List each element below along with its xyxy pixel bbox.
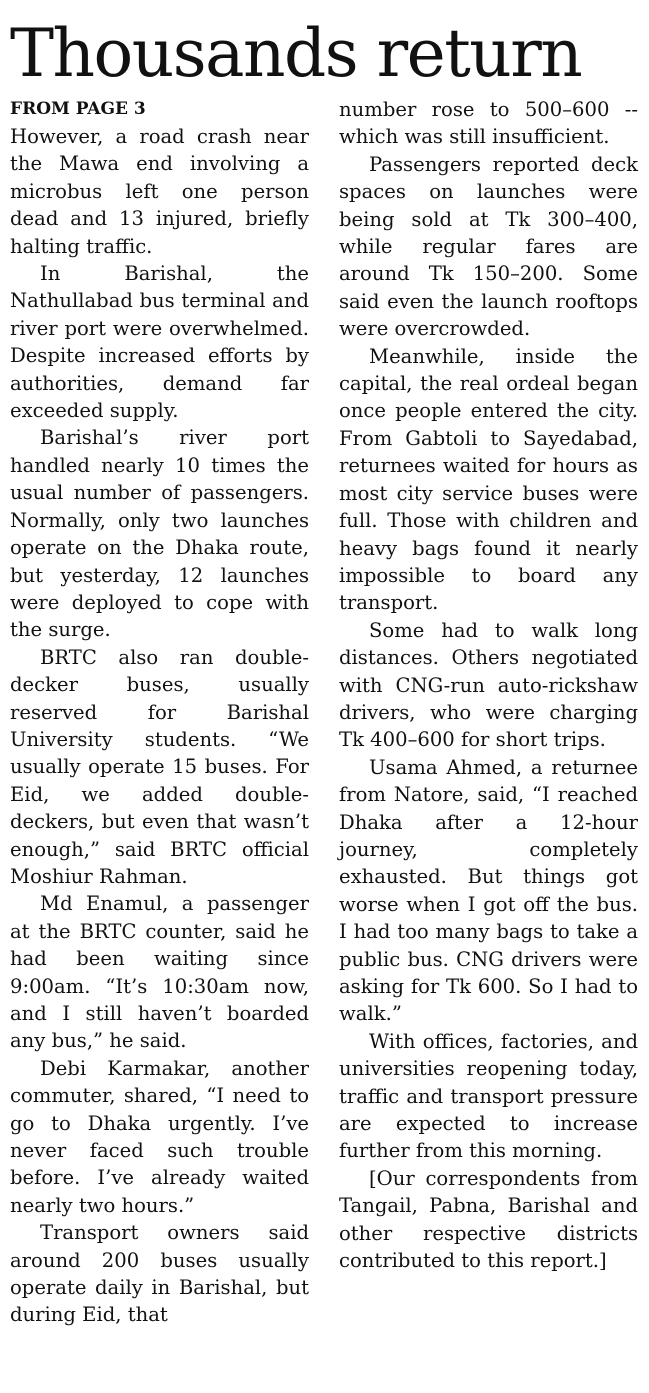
paragraph: With offices, factories, and universities reopening today, traffic and transport pressure are expected to increase further from this morning. (339, 1029, 638, 1163)
paragraph: In Barishal, the Nathullabad bus terminal and river port were overwhelmed. Despite increased efforts by authorities, demand far exceeded supply. (10, 262, 309, 423)
jump-line: FROM PAGE 3 (10, 99, 146, 119)
paragraph: However, a road crash near the Mawa end involving a microbus left one person dead and 13 injured, briefly halting traffic. (10, 125, 309, 258)
paragraph: number rose to 500–600 -- which was still insufficient. (339, 98, 638, 149)
paragraph: [Our correspondents from Tangail, Pabna, Barishal and other respective districts contributed to this report.] (339, 1166, 638, 1273)
paragraph: Debi Karmakar, another commuter, shared, “I need to go to Dhaka urgently. I’ve never faced such trouble before. I’ve already waited nearly two hours.” (10, 1056, 309, 1217)
paragraph: Usama Ahmed, a returnee from Natore, said, “I reached Dhaka after a 12-hour journey, completely exhausted. But things got worse when I got off the bus. I had too many bags to take a public bus. CNG drivers were asking for Tk 600. So I had to walk.” (339, 755, 638, 1026)
paragraph: Barishal’s river port handled nearly 10 times the usual number of passengers. Normally, only two launches operate on the Dhaka route, but yesterday, 12 launches were deployed to cope with the surge. (10, 426, 309, 642)
paragraph: Md Enamul, a passenger at the BRTC counter, said he had been waiting since 9:00am. “It’s 10:30am now, and I still haven’t boarded any bus,” he said. (10, 892, 309, 1053)
article-column-right (339, 96, 638, 1274)
paragraph: Transport owners said around 200 buses usually operate daily in Barishal, but during Eid, that (10, 1221, 309, 1327)
article-column-left (10, 96, 309, 1329)
paragraph: BRTC also ran double-decker buses, usually reserved for Barishal University students. “We usually operate 15 buses. For Eid, we added double-deckers, but even that wasn’t enough,” said BRTC official Moshiur Rahman. (10, 645, 309, 888)
paragraph: Some had to walk long distances. Others negotiated with CNG-run auto-rickshaw drivers, who were charging Tk 400–600 for short trips. (339, 618, 638, 752)
headline: Thousands return (10, 15, 582, 92)
paragraph: Passengers reported deck spaces on launches were being sold at Tk 300–400, while regular fares are around Tk 150–200. Some said even the launch rooftops were overcrowded. (339, 152, 638, 341)
paragraph: Meanwhile, inside the capital, the real ordeal began once people entered the city. From Gabtoli to Sayedabad, returnees waited for hours as most city service buses were full. Those with children and heavy bags found it nearly impossible to board any transport. (339, 344, 638, 615)
